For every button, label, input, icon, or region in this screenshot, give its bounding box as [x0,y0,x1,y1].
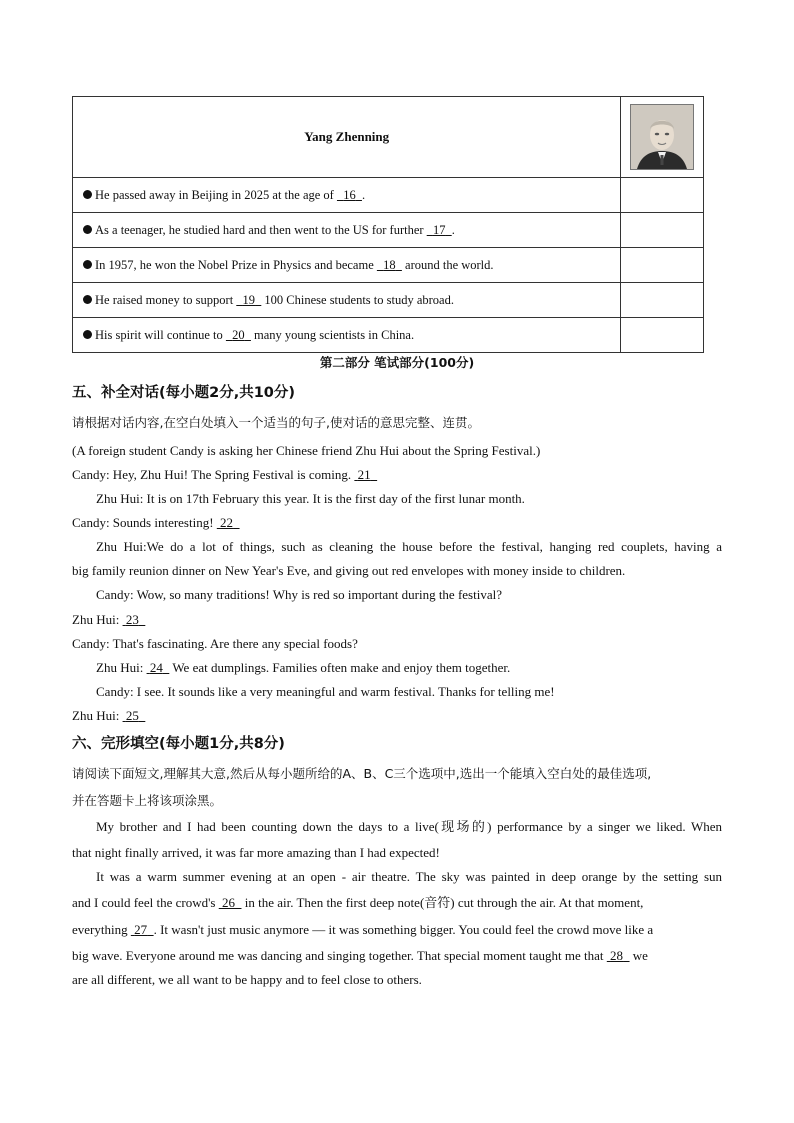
passage-line: It was a warm summer evening at an open - air theatre. The sky was painted in deep orange by the setting sun [96,869,722,884]
answer-cell[interactable] [621,213,704,248]
table-row: His spirit will continue to 20 many young scientists in China. [73,318,704,353]
dialogue-line: Candy: Hey, Zhu Hui! The Spring Festival is coming. 21 [72,467,371,482]
yang-zhenning-table [72,96,704,353]
section5-instruction: 请根据对话内容,在空白处填入一个适当的句子,使对话的意思完整、连贯。 [72,415,480,430]
part2-title: 第二部分 笔试部分(100分) [319,355,475,370]
table-header-row [73,97,704,178]
answer-cell[interactable] [621,318,704,353]
bullet-icon [83,260,92,269]
answer-cell[interactable] [621,248,704,283]
passage-line: everything 27 . It wasn't just music anymore — it was something bigger. You could feel the crowd move like a [72,922,654,937]
dialogue-line: Candy: Wow, so many traditions! Why is red so important during the festival? [96,587,502,602]
bullet-icon [83,225,92,234]
table-row: He raised money to support 19 100 Chinese students to study abroad. [73,283,704,318]
section6-heading: 六、完形填空(每小题1分,共8分) [72,736,285,752]
answer-cell[interactable] [621,283,704,318]
section5-heading: 五、补全对话(每小题2分,共10分) [72,385,296,401]
portrait-photo [630,104,694,170]
dialogue-line: Candy: That's fascinating. Are there any special foods? [72,636,358,651]
bullet-icon [83,190,92,199]
dialogue-line: Candy: Sounds interesting! 22 [72,515,234,530]
table-row: He passed away in Beijing in 2025 at the age of 16 . [73,178,704,213]
passage-line: My brother and I had been counting down the days to a live(现场的) performance by a singer we liked. When [96,819,722,834]
passage-line: big wave. Everyone around me was dancing and singing together. That special moment taught me that 28 we [72,948,648,963]
dialogue-line: Zhu Hui:We do a lot of things, such as cleaning the house before the festival, hanging red couplets, having a [96,539,722,554]
section6-instruction: 请阅读下面短文,理解其大意,然后从每小题所给的A、B、C三个选项中,选出一个能填入空白处的最佳选项, [72,766,652,781]
bullet-icon [83,330,92,339]
passage-line: and I could feel the crowd's 26 in the air. Then the first deep note(音符) cut through the air. At that moment, [72,895,644,910]
table-title: Yang Zhenning [73,97,621,178]
dialogue-line: Zhu Hui: 24 We eat dumplings. Families often make and enjoy them together. [96,660,511,675]
answer-cell[interactable] [621,178,704,213]
dialogue-line: Zhu Hui: 25 [72,708,139,723]
table-row: In 1957, he won the Nobel Prize in Physics and became 18 around the world. [73,248,704,283]
bullet-icon [83,295,92,304]
table-row: As a teenager, he studied hard and then went to the US for further 17 . [73,213,704,248]
passage-line: are all different, we all want to be happy and to feel close to others. [72,972,422,987]
dialogue-line: big family reunion dinner on New Year's Eve, and giving out red envelopes with money inside to children. [72,563,626,578]
dialogue-line: Candy: I see. It sounds like a very meaningful and warm festival. Thanks for telling me! [96,684,555,699]
dialogue-context: (A foreign student Candy is asking her Chinese friend Zhu Hui about the Spring Festival.) [72,443,541,458]
passage-line: that night finally arrived, it was far more amazing than I had expected! [72,845,440,860]
dialogue-line: Zhu Hui: It is on 17th February this year. It is the first day of the first lunar month. [96,491,525,506]
dialogue-line: Zhu Hui: 23 [72,612,139,627]
section6-instruction: 并在答题卡上将该项涂黑。 [72,793,223,808]
